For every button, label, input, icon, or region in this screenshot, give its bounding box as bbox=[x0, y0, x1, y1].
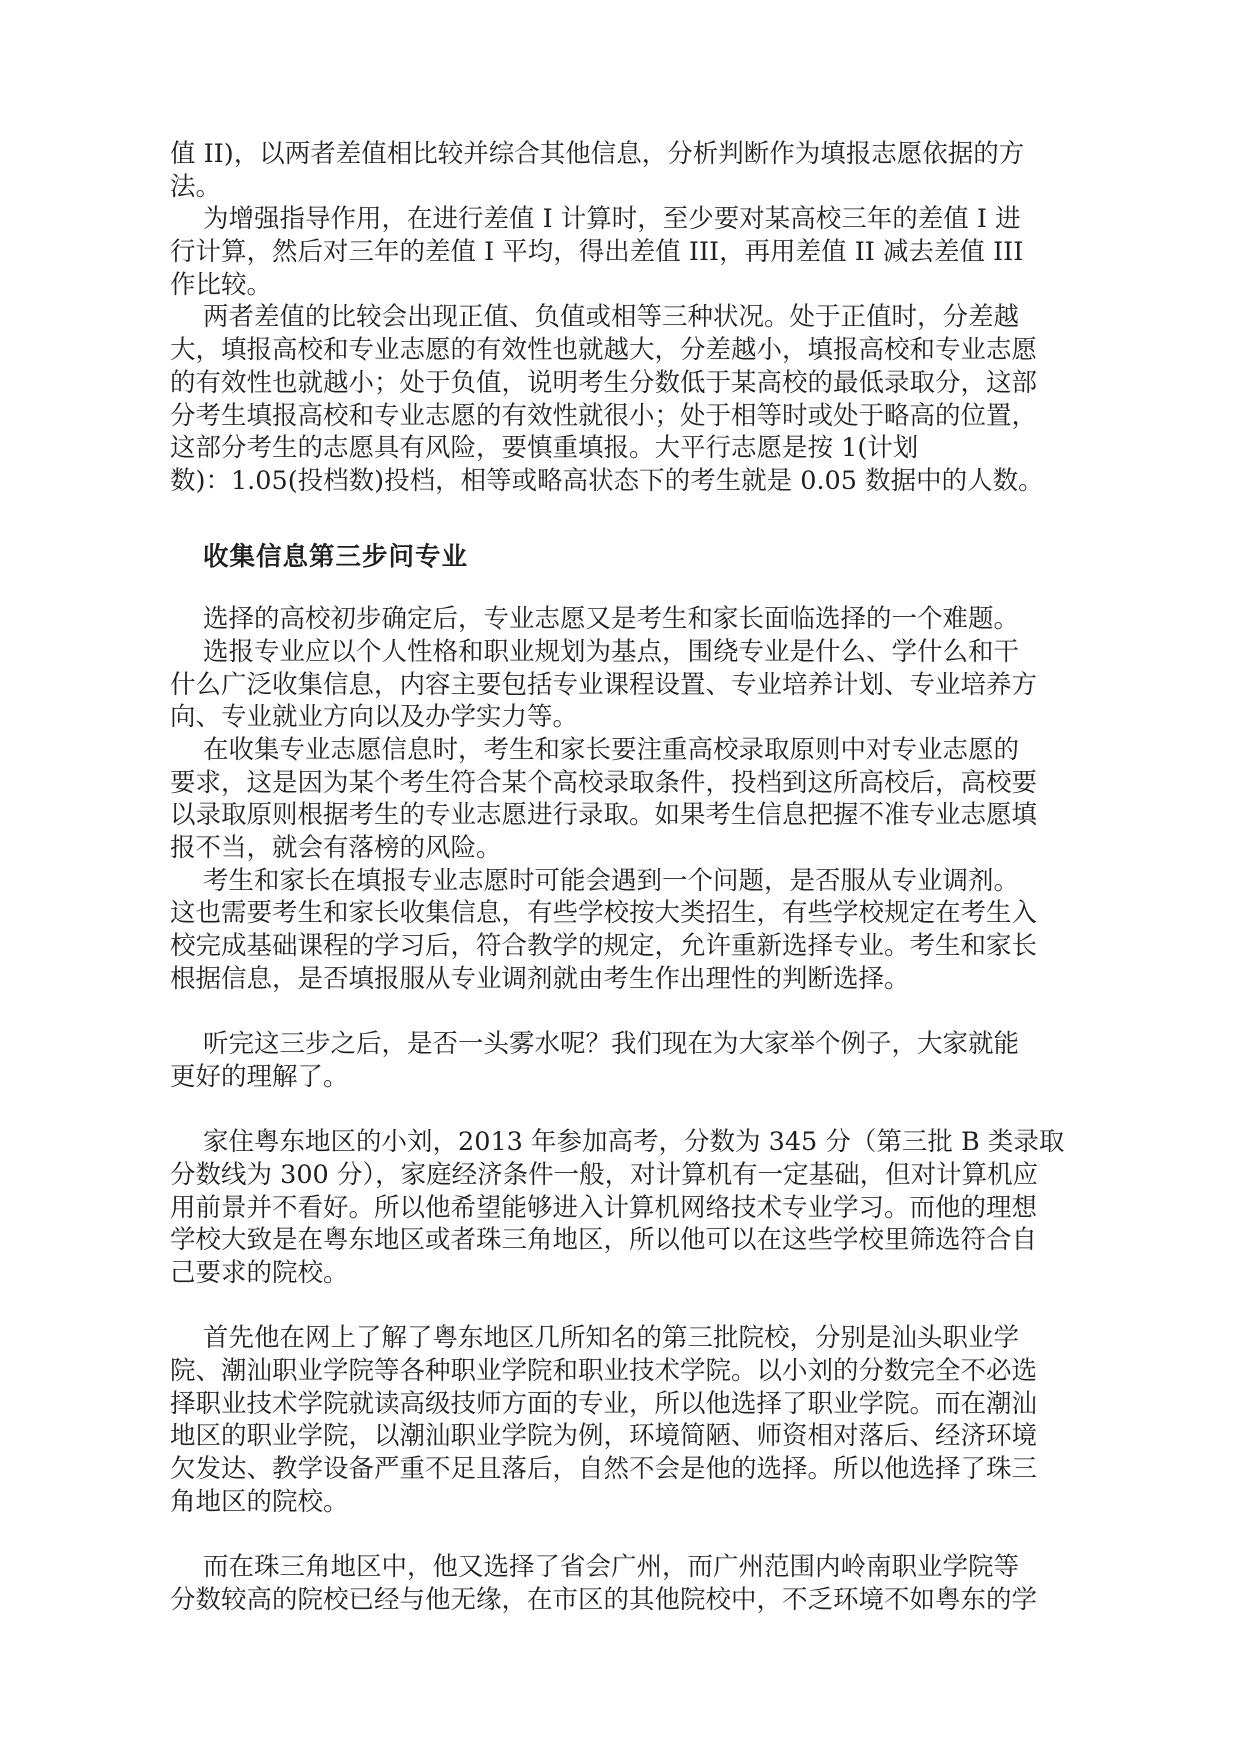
text-line: 两者差值的比较会出现正值、负值或相等三种状况。处于正值时，分差越 bbox=[203, 302, 1020, 333]
text-line: 更好的理解了。 bbox=[170, 1061, 349, 1092]
text-line: 这也需要考生和家长收集信息，有些学校按大类招生，有些学校规定在考生入 bbox=[170, 898, 1038, 929]
paragraph bbox=[170, 865, 1042, 996]
text-line: 己要求的院校。 bbox=[170, 1258, 349, 1288]
paragraph bbox=[170, 1322, 1042, 1518]
text-line: 首先他在网上了解了粤东地区几所知名的第三批院校，分别是汕头职业学 bbox=[203, 1323, 1020, 1354]
text-line: 的有效性也就越小；处于负值，说明考生分数低于某高校的最低录取分，这部 bbox=[170, 367, 1038, 398]
heading-line: 收集信息第三步问专业 bbox=[203, 541, 469, 572]
paragraph bbox=[170, 138, 1042, 203]
section-heading bbox=[170, 541, 1042, 574]
text-line: 以录取原则根据考生的专业志愿进行录取。如果考生信息把握不准专业志愿填 bbox=[170, 800, 1038, 831]
text-line: 地区的职业学院，以潮汕职业学院为例，环境简陋、师资相对落后、经济环境 bbox=[170, 1421, 1038, 1452]
text-line: 为增强指导作用，在进行差值 I 计算时，至少要对某高校三年的差值 I 进 bbox=[203, 204, 1021, 235]
text-line: 家住粤东地区的小刘，2013 年参加高考，分数为 345 分（第三批 B 类录取 bbox=[203, 1127, 1065, 1158]
text-line: 什么广泛收集信息，内容主要包括专业课程设置、专业培养计划、专业培养方 bbox=[170, 669, 1038, 700]
text-line: 法。 bbox=[170, 171, 222, 202]
paragraph bbox=[170, 203, 1042, 301]
text-line: 分数较高的院校已经与他无缘，在市区的其他院校中，不乏环境不如粤东的学 bbox=[170, 1584, 1038, 1615]
paragraph bbox=[170, 1028, 1042, 1093]
text-line: 择职业技术学院就读高级技师方面的专业，所以他选择了职业学院。而在潮汕 bbox=[170, 1388, 1038, 1419]
text-line: 分数线为 300 分），家庭经济条件一般，对计算机有一定基础，但对计算机应 bbox=[170, 1159, 1039, 1190]
text-line: 值 II)，以两者差值相比较并综合其他信息，分析判断作为填报志愿依据的方 bbox=[170, 139, 1025, 169]
text-line: 学校大致是在粤东地区或者珠三角地区，所以他可以在这些学校里筛选符合自 bbox=[170, 1225, 1038, 1256]
document-text-content bbox=[170, 138, 1065, 1617]
paragraph bbox=[170, 603, 1042, 636]
paragraph bbox=[170, 636, 1042, 734]
text-line: 根据信息，是否填报服从专业调剂就由考生作出理性的判断选择。 bbox=[170, 963, 910, 994]
text-line: 用前景并不看好。所以他希望能够进入计算机网络技术专业学习。而他的理想 bbox=[170, 1192, 1038, 1223]
text-line: 角地区的院校。 bbox=[170, 1486, 349, 1517]
text-line: 校完成基础课程的学习后，符合教学的规定，允许重新选择专业。考生和家长 bbox=[170, 931, 1038, 962]
text-line: 听完这三步之后，是否一头雾水呢？我们现在为大家举个例子，大家就能 bbox=[203, 1029, 1020, 1060]
blank-line bbox=[170, 1290, 1042, 1323]
text-line: 行计算，然后对三年的差值 I 平均，得出差值 III，再用差值 II 减去差值 III bbox=[170, 237, 1024, 268]
blank-line bbox=[170, 996, 1042, 1029]
text-line: 报不当，就会有落榜的风险。 bbox=[170, 833, 502, 864]
paragraph bbox=[170, 734, 1042, 865]
text-line: 院、潮汕职业学院等各种职业学院和职业技术学院。以小刘的分数完全不必选 bbox=[170, 1356, 1038, 1387]
text-line: 分考生填报高校和专业志愿的有效性就很小；处于相等时或处于略高的位置， bbox=[170, 400, 1038, 431]
text-line: 选报专业应以个人性格和职业规划为基点，围绕专业是什么、学什么和干 bbox=[203, 636, 1020, 667]
text-line: 要求，这是因为某个考生符合某个高校录取条件，投档到这所高校后，高校要 bbox=[170, 767, 1038, 798]
blank-line bbox=[170, 1094, 1042, 1127]
blank-line bbox=[170, 1519, 1042, 1552]
paragraph bbox=[170, 1126, 1065, 1289]
text-line: 作比较。 bbox=[170, 269, 273, 300]
text-line: 在收集专业志愿信息时，考生和家长要注重高校录取原则中对专业志愿的 bbox=[203, 735, 1020, 765]
text-line: 数)：1.05(投档数)投档，相等或略高状态下的考生就是 0.05 数据中的人数。 bbox=[170, 465, 1044, 496]
text-line: 选择的高校初步确定后，专业志愿又是考生和家长面临选择的一个难题。 bbox=[203, 604, 1020, 635]
text-line: 这部分考生的志愿具有风险，要慎重填报。大平行志愿是按 1(计划 bbox=[170, 433, 919, 464]
text-line: 而在珠三角地区中，他又选择了省会广州，而广州范围内岭南职业学院等 bbox=[203, 1552, 1020, 1583]
text-line: 欠发达、教学设备严重不足且落后，自然不会是他的选择。所以他选择了珠三 bbox=[170, 1454, 1038, 1485]
paragraph bbox=[170, 301, 1042, 497]
paragraph bbox=[170, 1551, 1042, 1616]
text-line: 大，填报高校和专业志愿的有效性也就越大，分差越小，填报高校和专业志愿 bbox=[170, 335, 1038, 366]
text-line: 考生和家长在填报专业志愿时可能会遇到一个问题，是否服从专业调剂。 bbox=[203, 865, 1020, 896]
text-line: 向、专业就业方向以及办学实力等。 bbox=[170, 702, 579, 733]
